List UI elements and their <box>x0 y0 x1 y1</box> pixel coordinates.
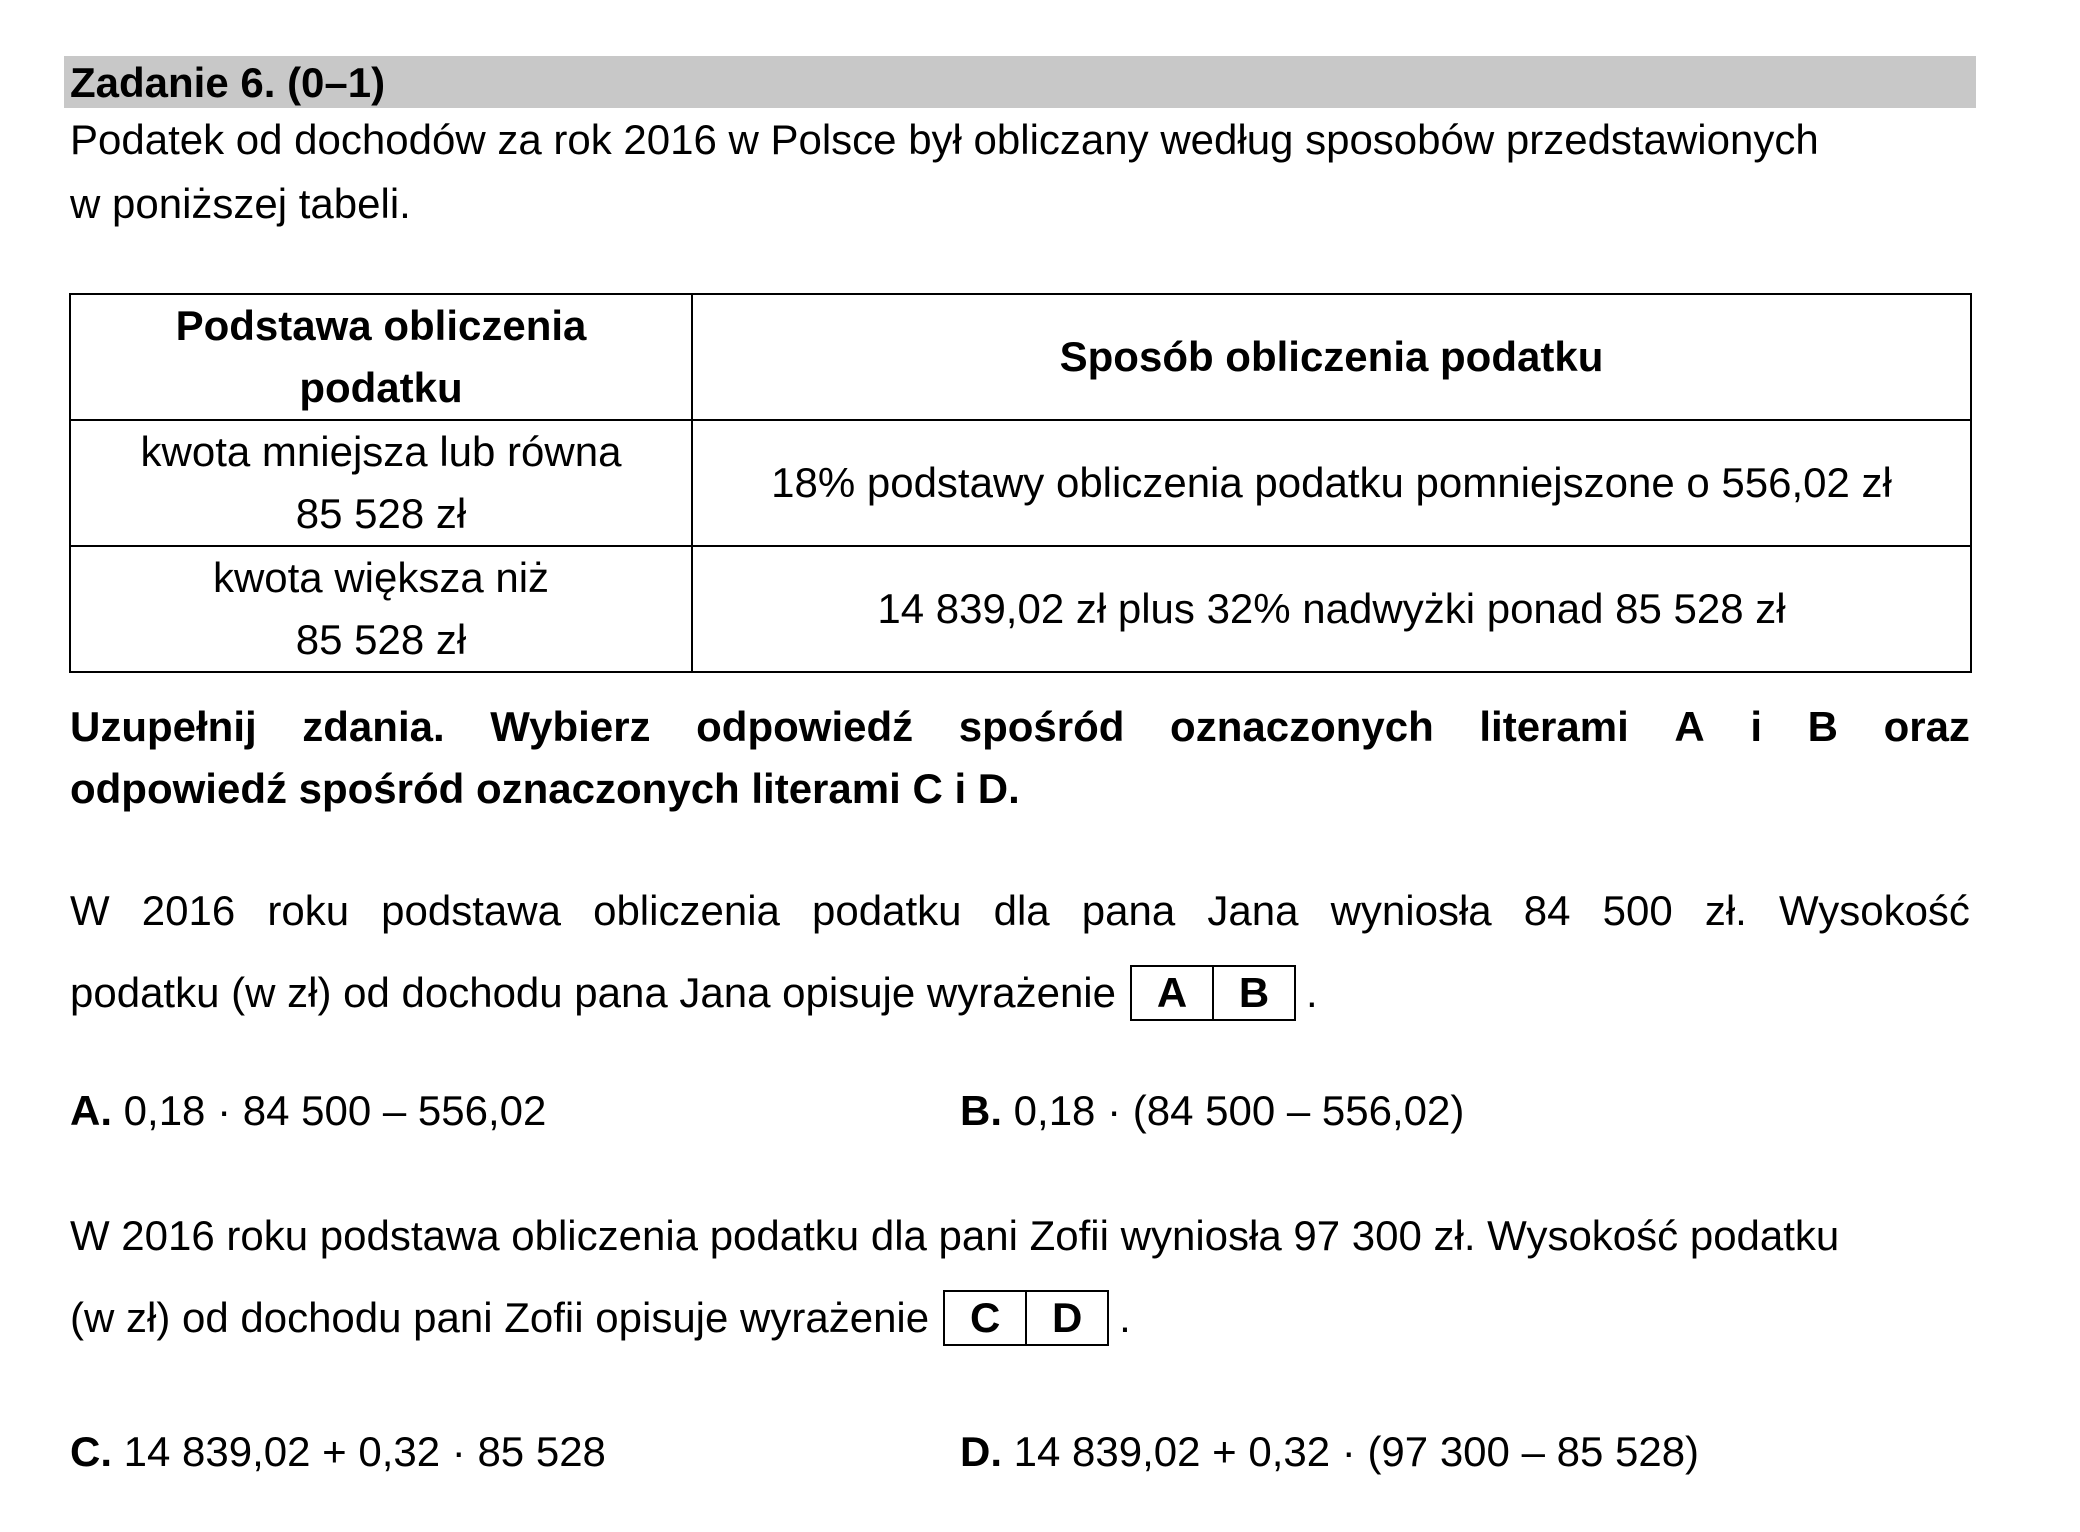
question-2-text <box>70 1195 1970 1359</box>
question-word: podatku <box>812 887 962 934</box>
table-header-method: Sposób obliczenia podatku <box>692 294 1971 420</box>
option-d[interactable] <box>960 1424 1699 1480</box>
table-cell-base <box>70 546 692 672</box>
question-word: pana <box>1081 887 1176 934</box>
sentence-end: . <box>1119 1294 1131 1341</box>
option-b[interactable] <box>960 1083 1464 1139</box>
option-letter: C. <box>70 1428 112 1475</box>
task-intro <box>70 108 1970 236</box>
option-letter: B. <box>960 1087 1002 1134</box>
answer-box-cd[interactable] <box>943 1290 1109 1346</box>
question-word: zł. <box>1704 887 1747 934</box>
question-2-line-2-text: (w zł) od dochodu pani Zofii opisuje wyrażenie <box>70 1294 930 1341</box>
answer-box-ab[interactable] <box>1130 965 1296 1021</box>
header-base-line-1: Podstawa obliczenia <box>175 302 587 349</box>
table-cell-base <box>70 420 692 546</box>
header-base-line-2: podatku <box>299 364 463 411</box>
instruction-word: A <box>1674 703 1705 750</box>
instruction-word: odpowiedź <box>696 703 914 750</box>
base-line-1: kwota większa niż <box>212 554 550 601</box>
question-word: Wysokość <box>1778 887 1970 934</box>
option-expression: 0,18 · (84 500 – 556,02) <box>1002 1087 1465 1134</box>
table-row <box>70 420 1971 546</box>
table-header-base <box>70 294 692 420</box>
instruction-word: literami <box>1479 703 1629 750</box>
instruction-word: Wybierz <box>490 703 651 750</box>
question-2-line-1: W 2016 roku podstawa obliczenia podatku dla pani Zofii wyniosła 97 300 zł. Wysokość podatku <box>70 1212 1840 1259</box>
question-word: Jana <box>1207 887 1299 934</box>
question-word: roku <box>267 887 350 934</box>
option-letter: A. <box>70 1087 112 1134</box>
instruction-word: oznaczonych <box>1170 703 1434 750</box>
option-letter: D. <box>960 1428 1002 1475</box>
instruction-word: spośród <box>958 703 1125 750</box>
question-word: W <box>70 887 110 934</box>
question-1-text <box>70 870 1970 1034</box>
instruction-word: B <box>1807 703 1838 750</box>
instruction-word: zdania. <box>302 703 445 750</box>
instruction-word: Uzupełnij <box>70 703 257 750</box>
base-line-2: 85 528 zł <box>295 490 467 537</box>
instruction-word: oraz <box>1883 703 1970 750</box>
option-c[interactable] <box>70 1424 606 1480</box>
question-word: podstawa <box>381 887 561 934</box>
instruction-line-2: odpowiedź spośród oznaczonych literami C i D. <box>70 765 1020 812</box>
option-expression: 14 839,02 + 0,32 · 85 528 <box>112 1428 606 1475</box>
question-1-line-1 <box>70 870 1970 952</box>
question-1-line-2-text: podatku (w zł) od dochodu pana Jana opisuje wyrażenie <box>70 969 1117 1016</box>
instruction <box>70 696 1970 820</box>
question-2-line-2 <box>70 1277 1970 1359</box>
option-a[interactable] <box>70 1083 546 1139</box>
instruction-line-1 <box>70 696 1970 758</box>
option-expression: 14 839,02 + 0,32 · (97 300 – 85 528) <box>1002 1428 1700 1475</box>
intro-line-1: Podatek od dochodów za rok 2016 w Polsce był obliczany według sposobów przedstawionych <box>70 116 1819 163</box>
intro-line-2: w poniższej tabeli. <box>70 180 411 227</box>
question-word: 2016 <box>141 887 236 934</box>
table-cell-method: 18% podstawy obliczenia podatku pomniejszone o 556,02 zł <box>692 420 1971 546</box>
answer-box-a[interactable]: A <box>1156 969 1188 1016</box>
option-expression: 0,18 · 84 500 – 556,02 <box>112 1087 547 1134</box>
table-header-row <box>70 294 1971 420</box>
answer-box-d[interactable]: D <box>1025 1292 1107 1344</box>
question-word: obliczenia <box>593 887 780 934</box>
table-row <box>70 546 1971 672</box>
answer-box-b[interactable]: B <box>1212 967 1294 1019</box>
table-cell-method: 14 839,02 zł plus 32% nadwyżki ponad 85 528 zł <box>692 546 1971 672</box>
question-word: 84 <box>1523 887 1571 934</box>
base-line-2: 85 528 zł <box>295 616 467 663</box>
sentence-end: . <box>1306 969 1318 1016</box>
base-line-1: kwota mniejsza lub równa <box>140 428 622 475</box>
answer-box-c[interactable]: C <box>969 1294 1001 1341</box>
question-word: wyniosła <box>1330 887 1492 934</box>
instruction-word: i <box>1750 703 1763 750</box>
tax-table <box>69 293 1972 673</box>
question-word: 500 <box>1602 887 1673 934</box>
question-word: dla <box>993 887 1050 934</box>
task-title: Zadanie 6. (0–1) <box>70 59 386 106</box>
question-1-line-2 <box>70 952 1970 1034</box>
